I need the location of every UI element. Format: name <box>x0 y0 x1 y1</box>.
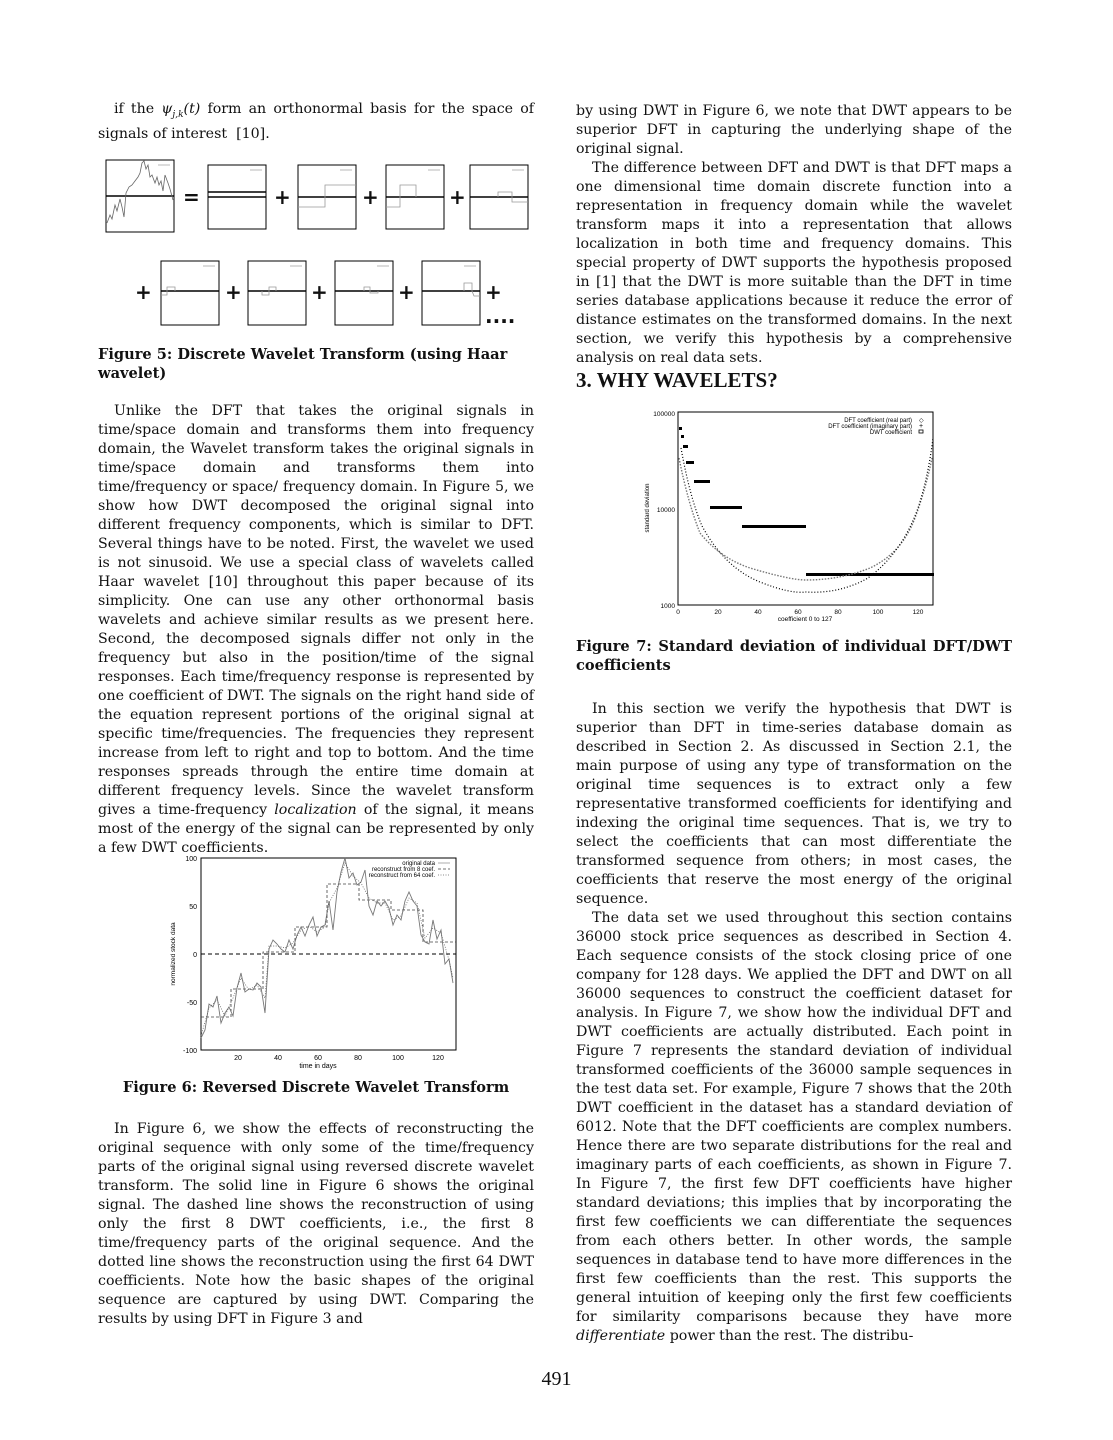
svg-text:100: 100 <box>392 1055 404 1062</box>
paragraph-text: Unlike the DFT that takes the original signals in time/space domain and transforms them into frequency domain, the Wavelet transform takes the original signals in time/space domain and transforms them into time/frequency or space/ frequency domain. In Figure 5, we show how DWT decomposed the original signal into different frequency components, which is similar to DFT. Several things have to be noted. First, the wavelet we used is not sinusoid. We use a special class of wavelets called Haar wavelet [10] throughout this paper because of its simplicity. One can use any other orthonormal basis wavelets and achieve similar results as we present here. Second, the decomposed signals differ not only in the frequency but also in the position/time of the signal responses. Each time/frequency response is represented by one coefficient of DWT. The signals on the right hand side of the equation represent portions of the original signal at specific time/frequencies. The frequencies they represent increase from left to right and top to bottom. And the time responses spreads through the entire time domain at different frequency levels. Since the wavelet transform gives a time-frequency <box>98 403 534 818</box>
plus-operator: + <box>449 185 466 209</box>
svg-text:80: 80 <box>834 609 842 616</box>
paragraph-text: In this section we verify the hypothesis that DWT is superior than DFT in time-series database domain as described in Section 2. As discussed in Section 2.1, the main purpose of using any type of transformation on the original time sequences is to extract only a few representative transformed coefficients for identifying and indexing the original time sequences. That is, we try to select the coefficients that can most differentiate the transformed sequence from others; in most cases, the coefficients that reserve the most energy of the original sequence. <box>576 701 1012 907</box>
paragraph-text: The difference between DFT and DWT is that DFT maps a one dimensional time domain discrete function into a representation in frequency domain while the wavelet transform maps it into a representation that allows localization in both time and frequency domains. This special property of DWT supports the hypothesis proposed in [1] that the DWT is more suitable than the DFT in time series database applications because it reduce the error of distance estimates on the transformed domains. In the next section, we verify this hypothesis by a comprehensive analysis on real data sets. <box>576 160 1012 366</box>
plus-operator: + <box>311 280 328 304</box>
right-paragraphs-bottom <box>576 700 1012 1346</box>
svg-text:120: 120 <box>912 609 924 616</box>
svg-text:reconstruct from 64 coef.: reconstruct from 64 coef. <box>368 873 435 879</box>
figure-5-panels <box>98 155 538 335</box>
svg-text:coefficient 0 to 127: coefficient 0 to 127 <box>777 616 833 623</box>
svg-text:50: 50 <box>189 904 197 911</box>
svg-text:◇: ◇ <box>919 418 924 424</box>
svg-text:20: 20 <box>714 609 722 616</box>
plus-operator: + <box>362 185 379 209</box>
svg-text:80: 80 <box>354 1055 362 1062</box>
svg-text:100: 100 <box>185 856 197 863</box>
page-number: 491 <box>541 1368 572 1390</box>
svg-text:-50: -50 <box>186 1000 197 1007</box>
paragraph-text: The data set we used throughout this section contains 36000 stock price sequences as described in Section 4. Each sequence consists of the stock closing price of one company for 128 days. We applied the DFT and DWT on all 36000 sequences to construct the coefficient dataset for analysis. In Figure 7, we show how the individual DFT and DWT coefficients are actually distributed. Each point in Figure 7 represents the standard deviation of individual transformed coefficients of the 36000 sample sequences in the test data set. For example, Figure 7 shows that the 20th DWT coefficient in the dataset has a standard deviation of 6012. Note that the DFT coefficients are complex numbers. Hence there are two separate distributions for the real and imaginary parts of each coefficients, as shown in Figure 7. In Figure 7, the first few DFT coefficients have higher standard deviations; this implies that by incorporating the first few coefficients we can differentiate the sequences from each others better. In other words, the sample sequences in database tend to have more differences in the first few coefficients than the rest. This supports the general intuition of keeping only the first few coefficients for similarity comparisons because they have more <box>576 910 1012 1325</box>
figure-6-chart <box>165 848 465 1073</box>
intro-text: if the $\psi_{j,k}(t)$ form an orthonormal basis for the space of signals of interest [10]. <box>98 101 534 142</box>
svg-text:1000: 1000 <box>660 603 675 610</box>
svg-text:60: 60 <box>794 609 802 616</box>
figure-7-chart <box>640 408 950 623</box>
svg-text:40: 40 <box>754 609 762 616</box>
svg-text:time in days: time in days <box>299 1063 337 1070</box>
plus-operator: + <box>398 280 415 304</box>
svg-text:original data: original data <box>402 861 435 867</box>
figure-7-plot <box>640 408 950 623</box>
intro-paragraph <box>98 100 534 144</box>
italic-term: differentiate <box>576 1328 666 1344</box>
figure-6-caption: Figure 6: Reversed Discrete Wavelet Transform <box>122 1079 510 1096</box>
svg-text:10000: 10000 <box>656 507 675 514</box>
svg-text:0: 0 <box>676 609 680 616</box>
left-paragraph-1 <box>98 402 534 858</box>
paragraph-text: power than the rest. The distribu- <box>669 1328 914 1344</box>
svg-text:0: 0 <box>193 952 197 959</box>
paragraph-text: In Figure 6, we show the effects of reconstructing the original sequence with only some of the time/frequency parts of the original signal using reversed discrete wavelet transform. The solid line in Figure 6 shows the original signal. The dashed line shows the reconstruction of using only the first 8 DWT coefficients, i.e., the first 8 time/frequency parts of the original sequence. And the dotted line shows the reconstruction using the first 64 DWT coefficients. Note how the basic shapes of the original sequence are captured by using DWT. Comparing the results by using DFT in Figure 3 and <box>98 1121 534 1327</box>
svg-text:normalized stock data: normalized stock data <box>170 922 177 986</box>
svg-text:DWT coefficient: DWT coefficient <box>869 430 912 436</box>
figure-5-caption: Figure 5: Discrete Wavelet Transform (using Haar wavelet) <box>98 346 508 382</box>
svg-text:-100: -100 <box>182 1048 197 1055</box>
svg-text:120: 120 <box>432 1055 444 1062</box>
right-paragraphs-top <box>576 102 1012 368</box>
paragraph-text: of the signal, it means most of the energy of the signal can be represented by only a few DWT coefficients. <box>98 802 534 856</box>
svg-text:40: 40 <box>274 1055 282 1062</box>
plus-operator: + <box>274 185 291 209</box>
svg-text:20: 20 <box>234 1055 242 1062</box>
figure-5 <box>98 155 538 335</box>
plus-operator: + <box>135 280 152 304</box>
svg-text:100: 100 <box>872 609 884 616</box>
svg-text:100000: 100000 <box>653 411 675 418</box>
svg-text:DFT coefficient (real part): DFT coefficient (real part) <box>844 418 912 424</box>
svg-text:60: 60 <box>314 1055 322 1062</box>
section-heading: 3. WHY WAVELETS? <box>576 368 778 392</box>
equals-operator: = <box>183 185 200 209</box>
svg-text:DFT coefficient (imaginary par: DFT coefficient (imaginary part) <box>828 424 912 430</box>
plus-ellipsis-operator: + .... <box>485 280 516 328</box>
svg-text:standard deviation: standard deviation <box>645 483 651 533</box>
figure-7-caption: Figure 7: Standard deviation of individual DFT/DWT coefficients <box>576 638 1012 674</box>
plus-operator: + <box>225 280 242 304</box>
left-paragraph-2 <box>98 1120 534 1329</box>
italic-term: localization <box>274 802 357 818</box>
paragraph-text: by using DWT in Figure 6, we note that DWT appears to be superior DFT in capturing the underlying shape of the original signal. <box>576 103 1012 157</box>
svg-text:reconstruct from 8 coef.: reconstruct from 8 coef. <box>371 867 435 873</box>
svg-text:+: + <box>919 423 924 430</box>
figure-6-plot <box>165 848 465 1073</box>
